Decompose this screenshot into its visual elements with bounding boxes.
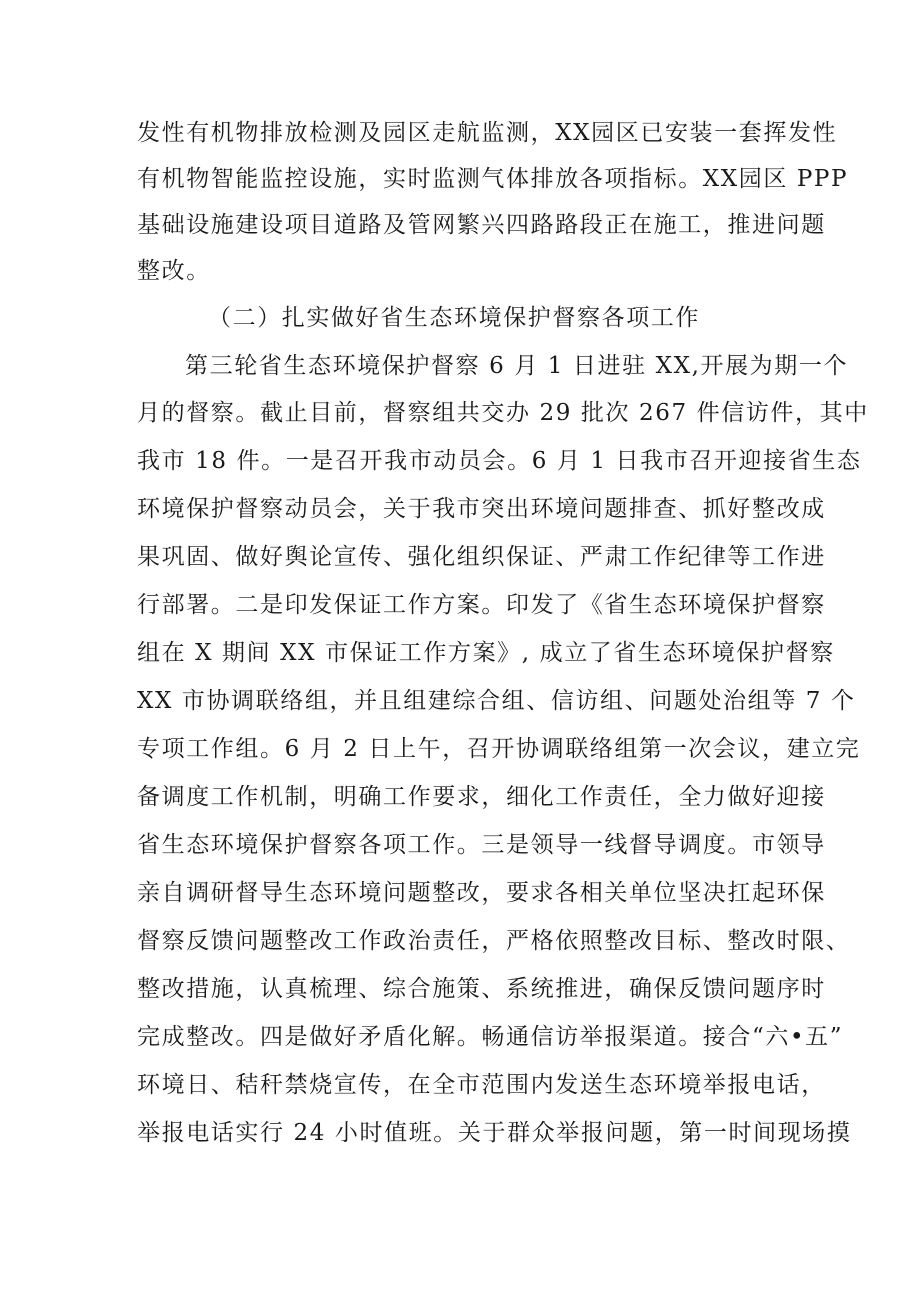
paragraph-line: 有机物智能监控设施，实时监测气体排放各项指标。XX园区 PPP bbox=[137, 166, 849, 192]
paragraph-line: 完成整改。四是做好矛盾化解。畅通信访举报渠道。接合“六•五” bbox=[137, 1024, 844, 1050]
paragraph-line: 我市 18 件。一是召开我市动员会。6 月 1 日我市召开迎接省生态 bbox=[137, 448, 862, 474]
paragraph-line: 督察反馈问题整改工作政治责任，严格依照整改目标、整改时限、 bbox=[137, 928, 851, 954]
paragraph-line: 果巩固、做好舆论宣传、强化组织保证、严肃工作纪律等工作进 bbox=[137, 544, 826, 570]
paragraph-line: 环境日、秸秆禁烧宣传，在全市范围内发送生态环境举报电话， bbox=[137, 1072, 826, 1098]
paragraph-line: 基础设施建设项目道路及管网繁兴四路路段正在施工，推进问题 bbox=[137, 212, 826, 238]
paragraph-line: 备调度工作机制，明确工作要求，细化工作责任，全力做好迎接 bbox=[137, 784, 826, 810]
paragraph-line: 月的督察。截止目前，督察组共交办 29 批次 267 件信访件，其中 bbox=[137, 400, 869, 426]
paragraph-line: 亲自调研督导生态环境问题整改，要求各相关单位坚决扛起环保 bbox=[137, 880, 826, 906]
paragraph-line: XX 市协调联络组，并且组建综合组、信访组、问题处治组等 7 个 bbox=[137, 688, 856, 714]
paragraph-line: 行部署。二是印发保证工作方案。印发了《省生态环境保护督察 bbox=[137, 592, 826, 618]
paragraph-line: 整改措施，认真梳理、综合施策、系统推进，确保反馈问题序时 bbox=[137, 976, 826, 1002]
section-heading: （二）扎实做好省生态环境保护督察各项工作 bbox=[208, 305, 700, 331]
paragraph-line: 专项工作组。6 月 2 日上午，召开协调联络组第一次会议，建立完 bbox=[137, 736, 861, 762]
paragraph-line: 省生态环境保护督察各项工作。三是领导一线督导调度。市领导 bbox=[137, 832, 826, 858]
paragraph-line: 第三轮省生态环境保护督察 6 月 1 日进驻 XX,开展为期一个 bbox=[185, 353, 849, 379]
paragraph-line: 举报电话实行 24 小时值班。关于群众举报问题，第一时间现场摸 bbox=[137, 1120, 852, 1146]
paragraph-line: 整改。 bbox=[137, 258, 211, 284]
paragraph-line: 环境保护督察动员会，关于我市突出环境问题排查、抓好整改成 bbox=[137, 496, 826, 522]
paragraph-line: 发性有机物排放检测及园区走航监测，XX园区已安装一套挥发性 bbox=[137, 120, 838, 146]
paragraph-line: 组在 X 期间 XX 市保证工作方案》, 成立了省生态环境保护督察 bbox=[137, 640, 835, 666]
